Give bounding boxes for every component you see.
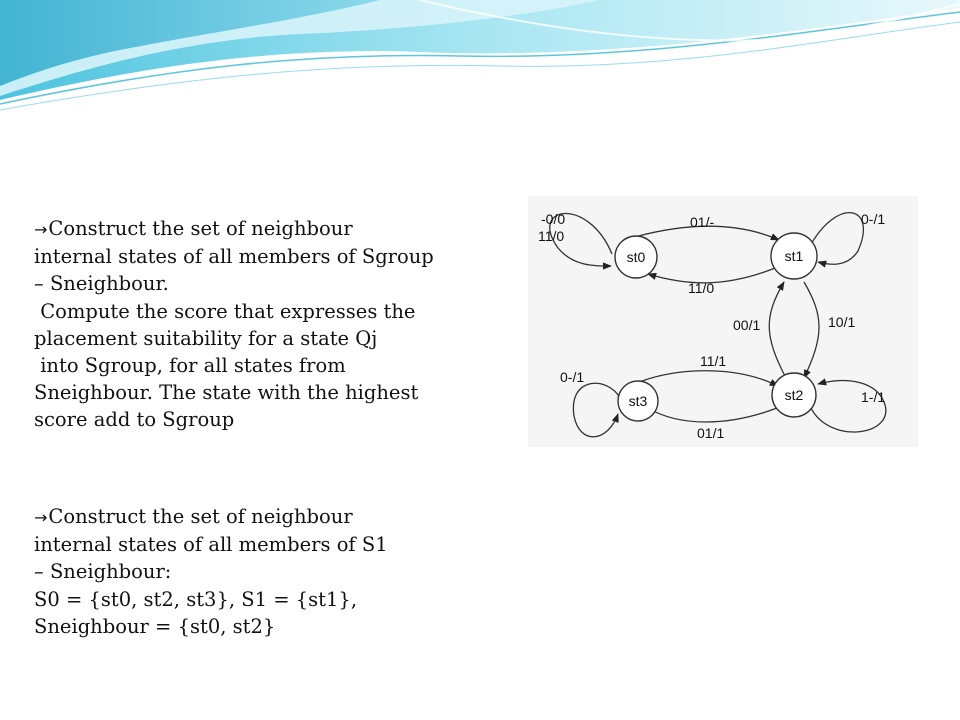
state-diagram-svg: [528, 196, 918, 447]
state-label-st0: st0: [626, 249, 646, 265]
text-line: Sneighbour = {st0, st2}: [34, 614, 276, 638]
edge-st3-st2: [634, 371, 778, 386]
state-diagram: [528, 196, 918, 447]
bullet-line: →Construct the set of neighbour: [34, 217, 353, 240]
state-label-st2: st2: [784, 387, 804, 403]
text-line: Compute the score that expresses the: [34, 299, 416, 323]
arrow-right-icon: →: [34, 508, 48, 527]
arrow-right-icon: →: [34, 220, 48, 239]
edge-label-st3-st2: 11/1: [700, 353, 727, 369]
text-line: – Sneighbour.: [34, 272, 169, 296]
edge-label-self-st0-a: -0/0: [541, 211, 566, 227]
edge-label-st2-st1: 00/1: [733, 317, 761, 333]
text-line: placement suitability for a state Qj: [34, 326, 378, 350]
state-label-st1: st1: [784, 248, 804, 264]
text-line: internal states of all members of S1: [34, 533, 388, 557]
edge-st2-st3: [648, 406, 782, 422]
edge-label-st1-st0: 11/0: [688, 280, 715, 296]
edge-label-self-st3: 0-/1: [560, 369, 585, 385]
text-line: into Sgroup, for all states from: [34, 354, 346, 378]
edge-self-st1: [810, 213, 863, 265]
edge-self-st3: [573, 383, 620, 437]
edge-label-self-st1: 0-/1: [861, 211, 886, 227]
edge-label-st1-st2: 10/1: [828, 314, 856, 330]
bullet-line: →Construct the set of neighbour: [34, 505, 353, 528]
state-label-st3: st3: [628, 393, 648, 409]
edge-st2-st1: [769, 282, 786, 378]
text-line: score add to Sgroup: [34, 408, 235, 432]
edge-label-st2-st3: 01/1: [697, 425, 725, 441]
text-line: S0 = {st0, st2, st3}, S1 = {st1},: [34, 587, 358, 611]
header-wave-decoration: [0, 0, 960, 120]
edge-label-self-st0-b: 11/0: [538, 228, 565, 244]
edge-st1-st2: [804, 282, 819, 378]
text-line: internal states of all members of Sgroup: [34, 245, 434, 269]
text-block-sgroup: [34, 215, 494, 434]
edge-label-st0-st1: 01/-: [690, 214, 715, 230]
edge-label-self-st2: 1-/1: [861, 389, 886, 405]
text-line: Sneighbour. The state with the highest: [34, 381, 419, 405]
text-line: – Sneighbour:: [34, 560, 172, 584]
text-block-s1: [34, 503, 494, 640]
